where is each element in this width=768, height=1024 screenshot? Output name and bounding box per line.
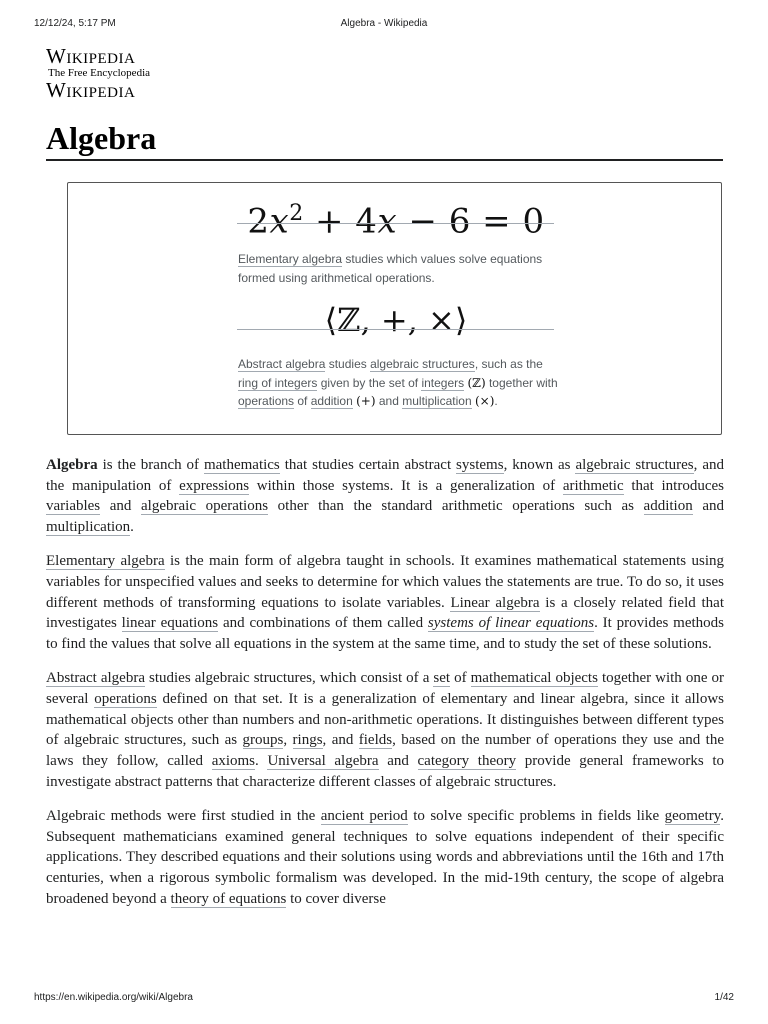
body-text: of <box>450 670 471 687</box>
print-page-title: Algebra - Wikipedia <box>340 18 428 29</box>
body-text: other than the standard arithmetic operations such as <box>268 498 644 515</box>
body-text: , and the manipulation of <box>46 457 724 494</box>
body-text: , <box>283 732 293 749</box>
paragraph <box>46 668 724 792</box>
logo-wordmark: Wikipedia <box>46 44 136 68</box>
article-link[interactable]: variables <box>46 498 101 515</box>
article-link[interactable]: expressions <box>179 477 250 494</box>
article-link[interactable]: mathematics <box>203 457 280 473</box>
article-link[interactable]: addition <box>643 498 693 515</box>
link-multiplication[interactable]: multiplication <box>402 394 472 408</box>
article-link[interactable]: fields <box>358 732 393 749</box>
link-elementary-algebra[interactable]: Elementary algebra <box>238 252 343 266</box>
caption-text: , such as the <box>474 357 543 371</box>
link-addition[interactable]: addition <box>310 394 353 408</box>
equation-strike-line-2 <box>237 329 554 330</box>
eq1-variable: x <box>269 201 290 242</box>
print-page-number: 1/42 <box>714 992 734 1003</box>
print-date: 12/12/24, 5:17 PM <box>34 18 116 29</box>
logo-tagline: The Free Encyclopedia <box>48 67 151 79</box>
article-body <box>46 455 724 923</box>
body-text: within those systems. It is a generalization of <box>249 477 563 494</box>
link-ring-of-integers[interactable]: ring of integers <box>238 375 318 390</box>
body-text: provide general frameworks to investigate abstract patterns that characterize different classes of algebraic structures. <box>46 753 724 790</box>
eq1-term: + 4 <box>303 201 378 242</box>
body-text: defined on that set. It is a generalization of elementary and linear algebra, since it allows mathematical objects other than numbers and non-arithmetic operations. It distinguishes between different types of algebraic structures, such as <box>46 691 724 749</box>
quadratic-equation-image[interactable] <box>236 201 556 241</box>
article-link[interactable]: rings <box>292 732 323 749</box>
body-text: Algebraic methods were first studied in the <box>46 808 321 825</box>
body-text: to cover diverse <box>286 890 386 907</box>
image-caption-abstract <box>238 355 558 411</box>
article-link[interactable]: mathematical objects <box>470 670 598 687</box>
logo-wordmark-2: Wikipedia <box>46 78 136 102</box>
body-text: . <box>255 753 268 770</box>
article-link[interactable]: multiplication <box>46 519 131 536</box>
article-link[interactable]: theory of equations <box>170 890 287 907</box>
body-text: , known as <box>503 457 576 473</box>
article-link[interactable]: algebraic structures <box>575 457 694 473</box>
paragraph <box>46 551 724 655</box>
body-text: and <box>378 753 418 770</box>
body-text: together with one or several <box>46 670 725 708</box>
math-times-symbol: (×) <box>474 394 495 408</box>
article-link[interactable]: systems <box>456 457 504 473</box>
paragraph <box>46 455 724 538</box>
article-link[interactable]: algebraic operations <box>141 498 269 515</box>
body-text: and <box>692 498 724 515</box>
print-footer <box>34 992 734 1006</box>
article-link[interactable]: set <box>433 670 451 687</box>
math-plus-symbol: (+) <box>356 394 376 408</box>
article-link[interactable]: ancient period <box>320 808 408 825</box>
equation-strike-line <box>237 223 554 224</box>
link-abstract-algebra[interactable]: Abstract algebra <box>238 357 326 371</box>
caption-text: together with <box>485 375 558 390</box>
article-link[interactable]: geometry <box>664 808 721 825</box>
eq1-rest: − 6 = 0 <box>397 201 545 242</box>
print-url: https://en.wikipedia.org/wiki/Algebra <box>34 992 193 1003</box>
body-text: . <box>130 519 134 536</box>
article-link[interactable]: arithmetic <box>562 477 624 494</box>
lead-image-box <box>67 182 722 435</box>
title-divider <box>46 159 723 161</box>
caption-text: . <box>494 394 498 408</box>
article-link[interactable]: axioms <box>211 753 256 770</box>
body-text: . It provides methods to find the values that solve all equations in the system at the same time, and to study the set of these solutions. <box>46 615 724 653</box>
body-text: and combinations of them called <box>218 615 428 632</box>
eq1-exponent: 2 <box>289 201 304 226</box>
link-operations[interactable]: operations <box>238 394 295 408</box>
bold-term: Algebra <box>46 457 98 473</box>
article-link[interactable]: Universal algebra <box>267 753 379 770</box>
eq1-variable-2: x <box>377 201 398 242</box>
wikipedia-logo[interactable] <box>46 45 176 101</box>
image-caption-elementary <box>238 250 558 287</box>
article-link[interactable]: linear equations <box>121 615 219 632</box>
caption-text: studies <box>325 357 371 371</box>
body-text: that introduces <box>623 477 725 494</box>
body-text: is the branch of <box>97 457 204 473</box>
article-link[interactable]: Elementary algebra <box>46 553 165 570</box>
body-text: , based on the number of operations they use and the laws they follow, called <box>46 732 724 770</box>
article-link[interactable]: operations <box>94 691 157 708</box>
article-link[interactable]: Linear algebra <box>450 594 540 611</box>
eq1-coefficient: 2 <box>247 201 270 242</box>
link-integers[interactable]: integers <box>421 375 465 390</box>
article-link[interactable]: systems of linear equations <box>427 615 595 632</box>
caption-text: studies which values solve equations formed using arithmetical operations. <box>238 252 543 285</box>
body-text: studies algebraic structures, which consist of a <box>144 670 434 687</box>
body-text: is a closely related field that investigates <box>46 594 725 632</box>
link-algebraic-structures[interactable]: algebraic structures <box>370 357 475 371</box>
body-text: . Subsequent mathematicians examined general techniques to solve equations independent of their specific applications. They described equations and their solutions using words and abbreviations until the 16th and 17th centuries, when a rigorous symbolic formalism was developed. In the mid-19th century, the scope of algebra broadened beyond a <box>46 808 724 907</box>
body-text: to solve specific problems in fields like <box>407 808 665 825</box>
body-text: is the main form of algebra taught in schools. It examines mathematical statements using variables for unspecified values and seeks to determine for which values the statements are true. To do so, it uses different methods of transforming equations to isolate variables. <box>46 553 724 611</box>
caption-text: given by the set of <box>317 375 422 390</box>
article-link[interactable]: groups <box>242 732 284 749</box>
page-title: Algebra <box>46 120 157 156</box>
math-integers-symbol: (ℤ) <box>467 375 486 390</box>
caption-text: of <box>294 394 311 408</box>
article-link[interactable]: Abstract algebra <box>46 670 145 687</box>
paragraph <box>46 806 724 910</box>
body-text: and <box>100 498 142 515</box>
article-link[interactable]: category theory <box>417 753 517 770</box>
body-text: , and <box>322 732 359 749</box>
print-header <box>34 18 734 32</box>
ring-of-integers-image[interactable]: ⟨ℤ, +, ×⟩ <box>324 301 468 339</box>
body-text: that studies certain abstract <box>279 457 457 473</box>
caption-text: and <box>375 394 403 408</box>
